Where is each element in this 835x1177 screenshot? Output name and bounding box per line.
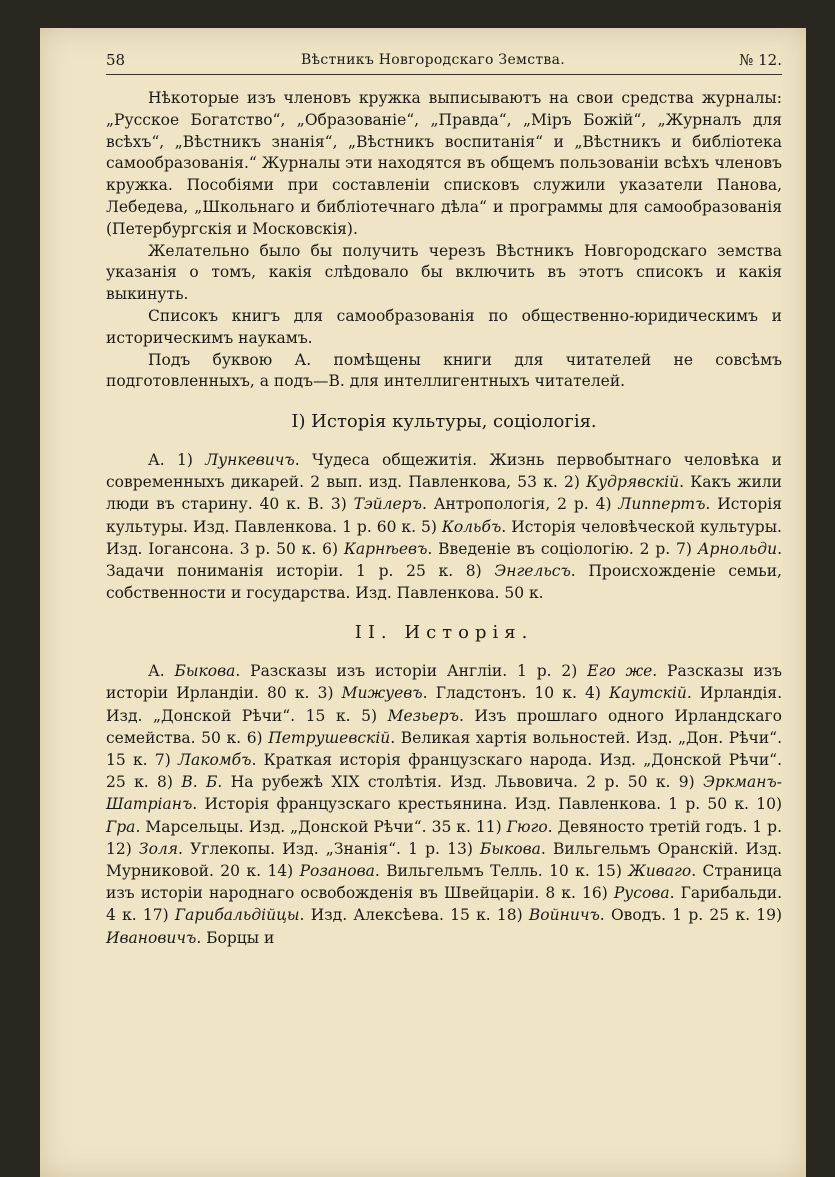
book-entry-text: . Изъ прошлаго одного Ирландскаго семейства. 50 к. 6) xyxy=(106,706,782,747)
page-body xyxy=(106,88,782,949)
author-name: Кудрявскій xyxy=(586,473,680,492)
book-entry-text: . Исторія культуры. Изд. Павленкова. 1 р. 60 к. 5) xyxy=(106,495,782,536)
book-entry-text: . Антропологія, 2 р. 4) xyxy=(421,495,619,514)
book-entry-text: . Гладстонъ. 10 к. 4) xyxy=(422,684,610,703)
author-name: Розанова xyxy=(299,862,375,880)
book-entry-text: . Марсельцы. Изд. „Донской Рѣчи“. 35 к. 11) xyxy=(135,817,507,836)
author-name: Гарибальдійцы xyxy=(174,906,300,925)
book-entry-text: . Задачи пониманія исторіи. 1 р. 25 к. 8) xyxy=(106,539,782,580)
intro-paragraph: Списокъ книгъ для самообразованія по общественно-юридическимъ и историческимъ наукамъ. xyxy=(106,306,782,347)
author-name: Лакомбъ xyxy=(178,750,252,769)
author-name: Эркманъ-Шатріанъ xyxy=(106,773,782,814)
author-name: Быкова xyxy=(174,662,236,681)
book-entry-text: . Исторія французскаго крестьянина. Изд. Павленкова. 1 р. 50 к. 10) xyxy=(192,795,782,814)
book-entry-text: . Разсказы изъ исторіи Ирландіи. 80 к. 3) xyxy=(106,662,783,703)
book-entry-text: . Великая хартія вольностей. Изд. „Дон. Рѣчи“. 15 к. 7) xyxy=(106,728,782,769)
book-entry-text: . Разсказы изъ исторіи Англіи. 1 р. 2) xyxy=(235,662,588,681)
book-entry-text: . Оводъ. 1 р. 25 к. 19) xyxy=(599,906,782,925)
intro-paragraph: Нѣкоторые изъ членовъ кружка выписываютъ на свои средства журналы: „Русское Богатство“, „Образованіе“, „Правда“, „Міръ Божій“, „Журналъ для всѣхъ“, „Вѣстникъ знанія“, „Вѣстникъ воспитанія“ и „Вѣстникъ и библіотека самообразованія.“ Журналы эти находятся въ общемъ пользованіи всѣхъ членовъ кружка. Пособіями при составленіи списковъ служили указатели Панова, Лебедева, „Школьнаго и библіотечнаго дѣла“ и программы для самообразованія (Петербургскія и Московскія). xyxy=(106,89,782,238)
author-name: Ивановичъ xyxy=(106,928,197,947)
book-entry-text: . Какъ жили люди въ старину. 40 к. В. 3) xyxy=(106,473,782,514)
author-name: Войничъ xyxy=(528,906,600,925)
intro-paragraph: Подъ буквою А. помѣщены книги для читателей не совсѣмъ подготовленныхъ, а подъ—В. для интеллигентныхъ читателей. xyxy=(106,350,782,391)
culture-book-list xyxy=(106,449,782,604)
book-entry-text: . Краткая исторія французскаго народа. Изд. „Донской Рѣчи“. 25 к. 8) xyxy=(106,750,782,792)
book-entry-text: . Страница изъ исторіи народнаго освобожденія въ Швейцаріи. 8 к. 16) xyxy=(106,862,782,903)
author-name: Золя xyxy=(138,839,179,858)
author-name: Карнѣевъ xyxy=(343,539,428,558)
author-name: Быкова xyxy=(480,839,541,858)
author-name: Энгельсъ xyxy=(494,561,571,580)
author-name: Арнольди xyxy=(697,539,778,558)
author-name: Гюго xyxy=(506,817,548,836)
page-number: 58 xyxy=(106,51,126,69)
author-name: Каутскій xyxy=(609,684,687,703)
intro-paragraph: Желательно было бы получить черезъ Вѣстникъ Новгородскаго земства указанія о томъ, какія слѣдовало бы включить въ этотъ списокъ и какія выкинуть. xyxy=(106,241,782,304)
header-rule xyxy=(106,74,782,75)
book-entry-text: . Изд. Алексѣева. 15 к. 18) xyxy=(299,906,529,925)
author-name: Лункевичъ xyxy=(205,450,295,469)
book-entry-text: . Гарибальди. 4 к. 17) xyxy=(106,884,782,925)
book-entry-text: . Борцы и xyxy=(196,928,275,947)
author-name: В. Б. xyxy=(181,773,223,792)
author-name: Гра xyxy=(106,817,136,836)
history-book-list xyxy=(106,660,782,949)
author-name: Петрушевскій xyxy=(268,728,391,747)
book-entry-text: А. 1) xyxy=(148,450,206,469)
author-name: Тэйлеръ xyxy=(353,495,422,514)
author-name: Его же xyxy=(587,662,653,681)
author-name: Липпертъ xyxy=(618,495,706,514)
journal-title: Вѣстникъ Новгородскаго Земства. xyxy=(301,52,565,68)
book-entry-text: . Девяносто третій годъ. 1 р. 12) xyxy=(106,817,782,858)
author-name: Живаго xyxy=(628,862,692,880)
book-entry-text: На рубежѣ XIX столѣтія. Изд. Львовича. 2 р. 50 к. 9) xyxy=(222,773,704,792)
book-entry-text: . Ирландія. Изд. „Донской Рѣчи“. 15 к. 5) xyxy=(106,684,782,725)
author-name: Мижуевъ xyxy=(341,684,423,703)
issue-number: № 12. xyxy=(739,51,782,69)
author-name: Кольбъ xyxy=(441,517,502,536)
book-entry-text: . Чудеса общежитія. Жизнь первобытнаго человѣка и современныхъ дикарей. 2 вып. изд. Павленкова, 53 к. 2) xyxy=(106,450,782,492)
author-name: Мезьеръ xyxy=(387,706,459,725)
book-entry-text: . Происхожденіе семьи, собственности и государства. Изд. Павленкова. 50 к. xyxy=(106,561,782,603)
author-name: Русова xyxy=(613,884,670,903)
book-entry-text: . Исторія человѣческой культуры. Изд. Іогансона. 3 р. 50 к. 6) xyxy=(106,517,782,558)
book-entry-text: . Углекопы. Изд. „Знанія“. 1 р. 13) xyxy=(178,839,481,858)
book-page xyxy=(40,28,806,1177)
section-heading-culture: I) Исторія культуры, соціологія. xyxy=(291,411,597,433)
book-entry-text: . Вильгельмъ Оранскій. Изд. Мурниковой. 20 к. 14) xyxy=(106,839,782,880)
section-heading-history: II. Исторія. xyxy=(354,622,534,644)
book-entry-text: . Вильгельмъ Телль. 10 к. 15) xyxy=(374,862,629,880)
book-entry-text: . Введеніе въ соціологію. 2 р. 7) xyxy=(427,539,698,558)
book-entry-text: А. xyxy=(148,662,175,681)
